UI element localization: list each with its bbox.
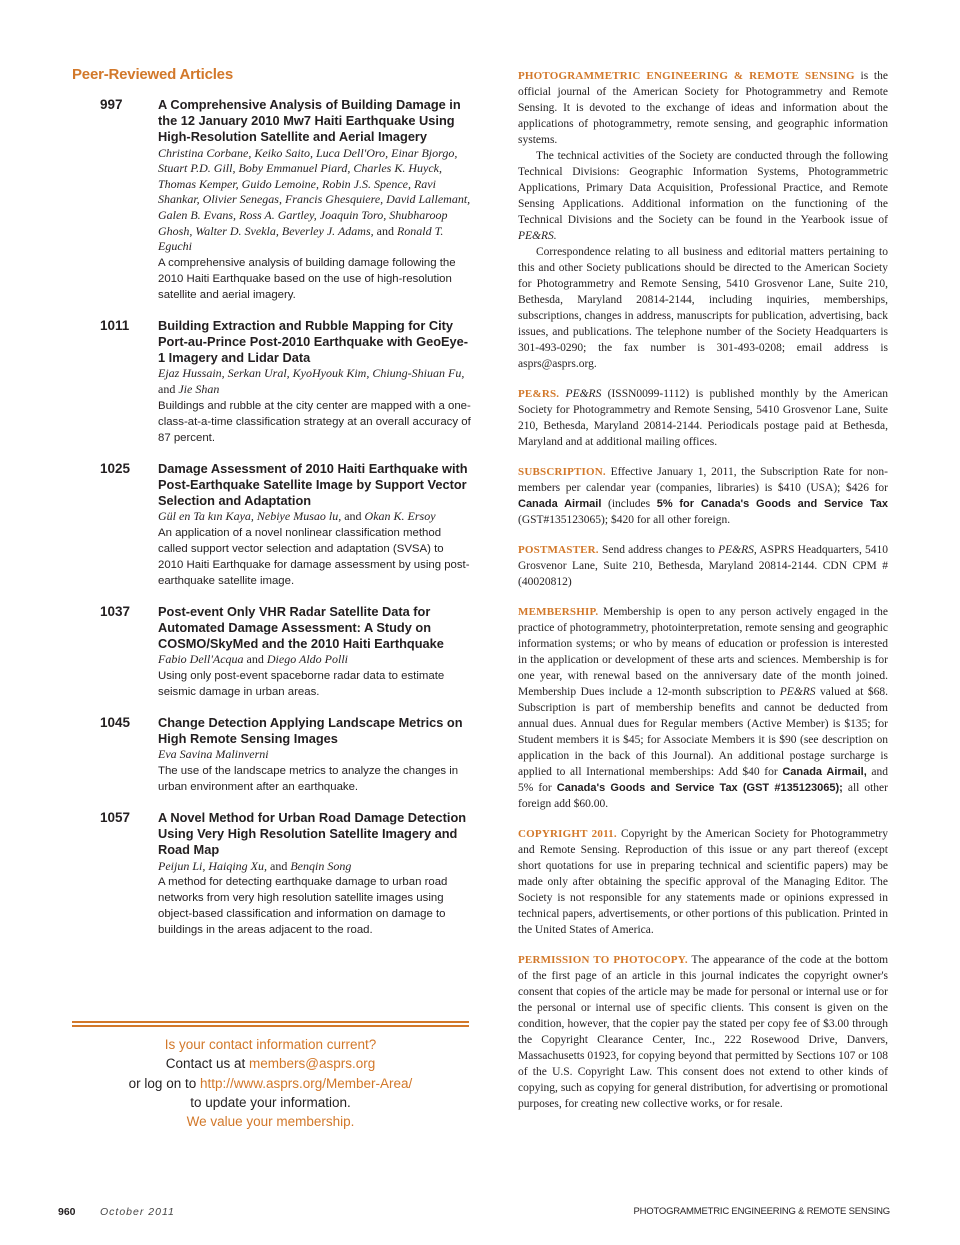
section-heading: Peer-Reviewed Articles [72,66,233,83]
authors-and: and [158,381,176,396]
article-title[interactable]: A Novel Method for Urban Road Damage Detection Using Very High Resolution Satellite Imagery and Road Map [158,809,467,858]
authors-main: Fabio Dell'Acqua [158,652,244,667]
authors-main: Ejaz Hussain, Serkan Ural, KyoHyouk Kim, Chiung-Shiuan Fu, [158,366,465,381]
article-title[interactable]: Change Detection Applying Landscape Metrics on High Remote Sensing Images [158,714,463,747]
page-number: 960 [58,1206,76,1218]
correspondence-paragraph: Correspondence relating to all business and editorial matters pertaining to this and other Society publications should be directed to the American Society for Photogrammetry and Remote Sensing, 5410 Grosvenor Lane, Suite 210, Bethesda, Maryland 20814-2144, including inquiries, memberships, subscriptions, changes in address, manuscripts for publication, advertising, back issues, and publications. The telephone number of the Society Headquarters is 301-493-0290; the fax number is 301-493-0208; email address is asprs@asprs.org. [518,246,888,370]
member-area-link[interactable]: http://www.asprs.org/Member-Area/ [199,1075,413,1091]
article-title[interactable]: Damage Assessment of 2010 Haiti Earthquake with Post-Earthquake Satellite Image by Support Vector Selection and Adaptation [158,460,468,508]
article-entry [72,715,472,795]
article-authors [158,146,472,255]
intro-text: is the official journal of the American Society for Photogrammetry and Remote Sensing. It is devoted to the exchange of ideas and information about the applications of photogrammetry, remote sensing, and geographic information systems. [518,70,888,146]
pers-heading: PE&RS. [518,388,560,400]
postmaster-paragraph [518,542,888,590]
article-page-number: 1057 [100,809,131,825]
photocopy-heading: PERMISSION TO PHOTOCOPY. [518,954,688,966]
sub-text-c: (GST#135123065); $420 for all other foreign. [518,514,731,526]
sub-bold-a: Canada Airmail [518,498,602,510]
authors-and: and [246,652,264,667]
article-page-number: 1037 [100,603,131,619]
divider [72,1025,469,1027]
subscription-heading: SUBSCRIPTION. [518,466,606,478]
article-page-number: 1045 [100,714,131,730]
notice-contact-prefix: Contact us at [165,1056,246,1072]
tech-text-italic: PE&RS. [518,230,557,242]
postmaster-heading: POSTMASTER. [518,544,599,556]
article-abstract: Using only post-event spaceborne radar data to estimate seismic damage in urban areas. [158,669,445,698]
article-authors [158,652,472,668]
authors-main: Peijun Li, Haiqing Xu, [158,858,267,873]
mem-bold-a: Canada Airmail, [782,766,867,778]
members-email-link[interactable]: members@asprs.org [249,1056,376,1072]
authors-last: Eva Savina Malinverni [158,747,269,762]
issue-date: October 2011 [100,1206,175,1218]
article-abstract: An application of a novel nonlinear classification method called support vector selection and adaptation (SVSA) to 2010 Haiti Earthquake for damage assessment by using post-earthquake satellite image. [158,526,470,587]
tech-text: The technical activities of the Society are conducted through the following Technical Divisions: Geographic Information Systems, Photogrammetric Applications, Primary Data Acquisition, Professional Practice, and Remote Sensing Applications. Additional information on the functioning of the Technical Divisions and the Society can be found in the Yearbook issue of [518,150,888,226]
article-page-number: 1011 [100,317,130,333]
notice-line-4: to update your information. [190,1094,351,1110]
subscription-paragraph [518,464,888,528]
article-list [72,97,472,938]
authors-last: Benqin Song [290,858,352,873]
article-authors [158,859,472,875]
contact-notice [72,1021,469,1135]
article-title[interactable]: Post-event Only VHR Radar Satellite Data for Automated Damage Assessment: A Study on COSMO/SkyMed and the 2010 Haiti Earthquake [158,603,444,652]
notice-line-3 [72,1074,469,1093]
copyright-paragraph [518,826,888,938]
intro-heading: PHOTOGRAMMETRIC ENGINEERING & REMOTE SENSING [518,70,855,82]
article-entry [72,97,472,303]
article-entry [72,604,472,700]
tech-paragraph [518,148,888,244]
post-italic: PE&RS, [718,544,757,556]
sub-text-a: Effective January 1, 2011, the Subscription Rate for non-members per calendar year (companies, libraries) is $410 (USA); $426 for [518,466,888,494]
article-entry [72,810,472,938]
notice-line-1: Is your contact information current? [164,1037,377,1052]
pers-paragraph [518,386,888,450]
authors-last: Ronald T. Eguchi [158,223,444,254]
article-authors [158,747,472,763]
copyright-text: Copyright by the American Society for Photogrammetry and Remote Sensing. Reproduction of this issue or any part thereof (except short quotations for use in preparing technical and scientific papers) may be made only after obtaining the specific approval of the Managing Editor. The Society is not responsible for any statements made or opinions expressed in technical papers, advertisements, or other portions of this publication. Printed in the United States of America. [518,828,888,936]
post-text-b: ASPRS Headquarters, 5410 Grosvenor Lane, Suite 210, Bethesda, Maryland 20814-2144. CDN CPM #(40020812) [518,544,889,588]
mem-text-a: Membership is open to any person actively engaged in the practice of photogrammetry, photointerpretation, remote sensing and geographic information systems; or who by means of education or profession is interested in the application or development of these arts and sciences. Membership is for one year, with renewal based on the anniversary date of the month joined. Membership Dues include a 12-month subscription to [518,606,889,698]
notice-log-prefix: or log on to [128,1075,197,1091]
article-entry [72,461,472,589]
article-page-number: 1025 [100,460,131,476]
authors-main: Christina Corbane, Keiko Saito, Luca Dell'Oro, Einar Bjorgo, Stuart P.D. Gill, Boby Emmanuel Piard, Charles K. Huyck, Thomas Kemper, Guido Lemoine, Robin J.S. Spence, Ravi Shankar, Olivier Senegas, Francis Ghesquiere, David Lallemant, Galen B. Evans, Ross A. Gartley, Joaquin Toro, Shubharoop Ghosh, Walter D. Svekla, Beverley J. Adams, [158,145,471,238]
membership-heading: MEMBERSHIP. [518,606,599,618]
article-title[interactable]: Building Extraction and Rubble Mapping for City Port-au-Prince Post-2010 Earthquake with GeoEye-1 Imagery and Lidar Data [158,317,469,366]
authors-main: Gül en Ta kın Kaya, Nebiye Musao lu, [158,509,342,524]
mem-text-c: and 5% for [518,766,889,794]
article-authors [158,509,472,525]
article-entry [72,318,472,446]
journal-name: PHOTOGRAMMETRIC ENGINEERING & REMOTE SENSING [633,1206,890,1217]
authors-and: and [344,509,362,524]
pers-italic: PE&RS [565,388,602,400]
authors-and: and [376,223,394,238]
article-abstract: Buildings and rubble at the city center are mapped with a one-class-at-a-time classification strategy at an overall accuracy of 87 percent. [158,399,471,444]
divider [72,1021,469,1023]
photocopy-paragraph [518,952,888,1112]
sub-text-b: (includes [607,498,651,510]
mem-bold-b: Canada's Goods and Service Tax (GST #135123065); [556,782,843,794]
membership-paragraph [518,604,888,812]
sub-bold-b: 5% for Canada's Goods and Service Tax [656,498,889,510]
journal-info-column [518,68,888,1112]
authors-last: Diego Aldo Polli [266,652,348,667]
authors-last: Jie Shan [178,381,220,396]
authors-and: and [270,858,288,873]
article-page-number: 997 [100,97,123,112]
pers-text: (ISSN0099-1112) is published monthly by the American Society for Photogrammetry and Remote Sensing, 5410 Grosvenor Lane, Suite 210, Bethesda, Maryland 20814-2144. Periodicals postage paid at Bethesda, Maryland and at additional mailing offices. [518,388,889,448]
authors-last: Okan K. Ersoy [364,509,436,524]
mem-text-b: valued at $68. Subscription is part of membership benefits and cannot be deducted from annual dues. Annual dues for Regular members (Active Member) is $135; for Student members it is $45; for Associate Members it is $90 (see description on application in the back of this Journal). An additional postage surcharge is applied to all International memberships: Add $40 for [518,686,888,778]
page-footer [0,1206,960,1222]
article-authors [158,366,472,397]
post-text-a: Send address changes to [601,544,715,556]
photocopy-text: The appearance of the code at the bottom of the first page of an article in this journal indicates the copyright owner's consent that copies of the article may be made for personal or internal use or for the personal or internal use of specific clients. This consent is given on the condition, however, that the copier pay the stated per copy fee of $3.00 through the Copyright Clearance Center, Inc., 222 Rosewood Drive, Danvers, Massachusetts 01923, for copying beyond that permitted by Sections 107 or 108 of the U.S. Copyright Law. This consent does not extend to other kinds of copying, such as copying for general distribution, for advertising or promotional purposes, for creating new collective works, or for resale. [518,954,889,1110]
article-abstract: A method for detecting earthquake damage to urban road networks from very high resolution satellite images using object-based classification and information on damage to buildings in the areas adjacent to the road. [158,876,448,937]
article-abstract: A comprehensive analysis of building damage following the 2010 Haiti Earthquake based on the use of high-resolution satellite and aerial imagery. [158,256,456,301]
mem-text-d: all other foreign add $60.00. [518,782,888,810]
article-title[interactable]: A Comprehensive Analysis of Building Damage in the 12 January 2010 Mw7 Haiti Earthquake Using High-Resolution Satellite and Aerial Imagery [158,97,461,145]
intro-paragraph [518,68,888,148]
mem-italic: PE&RS [779,686,816,698]
table-of-contents [72,66,472,953]
copyright-heading: COPYRIGHT 2011. [518,828,617,840]
article-abstract: The use of the landscape metrics to analyze the changes in urban environment after an earthquake. [158,764,459,793]
notice-line-2 [72,1054,469,1073]
notice-line-5: We value your membership. [186,1114,355,1130]
